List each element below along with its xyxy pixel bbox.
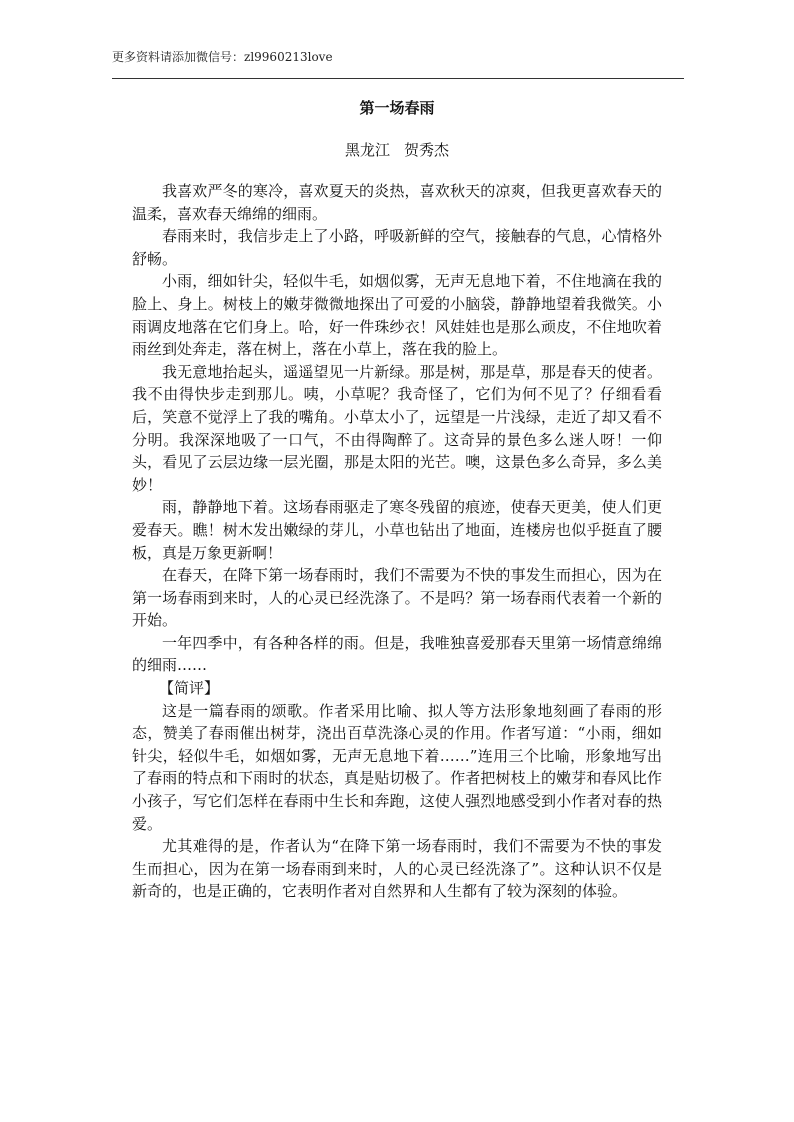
author-region: 黑龙江 [344,141,390,159]
author-name: 贺秀杰 [404,141,450,159]
review-heading: 【简评】 [159,679,220,698]
author-line [0,140,794,160]
article-paragraph-5: 雨，静静地下着。这场春雨驱走了寒冬残留的痕迹，使春天更美，使人们更爱春天。瞧！树木发出嫩绿的芽儿，小草也钻出了地面，连楼房也似乎挺直了腰板，真是万象更新啊！ [132,498,662,562]
article-paragraph-6: 在春天，在降下第一场春雨时，我们不需要为不快的事发生而担心，因为在第一场春雨到来时，人的心灵已经洗涤了。不是吗？第一场春雨代表着一个新的开始。 [132,566,662,630]
article-paragraph-3: 小雨，细如针尖，轻似牛毛，如烟似雾，无声无息地下着，不住地滴在我的脸上、身上。树枝上的嫩芽微微地探出了可爱的小脑袋，静静地望着我微笑。小雨调皮地落在它们身上。哈，好一件珠纱衣！风娃娃也是那么顽皮，不住地吹着雨丝到处奔走，落在树上，落在小草上，落在我的脸上。 [132,272,662,359]
article-paragraph-2: 春雨来时，我信步走上了小路，呼吸新鲜的空气，接触春的气息，心情格外舒畅。 [132,227,662,268]
article-paragraph-4: 我无意地抬起头，遥遥望见一片新绿。那是树，那是草，那是春天的使者。我不由得快步走到那儿。咦，小草呢？我奇怪了，它们为何不见了？仔细看看后，笑意不觉浮上了我的嘴角。小草太小了，远望是一片浅绿，走近了却又看不分明。我深深地吸了一口气，不由得陶醉了。这奇异的景色多么迷人呀！一仰头，看见了云层边缘一层光圈，那是太阳的光芒。噢，这景色多么奇异，多么美妙！ [132,362,662,494]
review-paragraph-1: 这是一篇春雨的颂歌。作者采用比喻、拟人等方法形象地刻画了春雨的形态，赞美了春雨催出树芽，浇出百草洗涤心灵的作用。作者写道：“小雨，细如针尖，轻似牛毛，如烟如雾，无声无息地下着……”连用三个比喻，形象地写出了春雨的特点和下雨时的状态，真是贴切极了。作者把树枝上的嫩芽和春风比作小孩子，写它们怎样在春雨中生长和奔跑，这使人强烈地感受到小作者对春的热爱。 [132,701,662,833]
page-header-note: 更多资料请添加微信号：zl9960213love [112,50,333,64]
article-title: 第一场春雨 [359,99,435,117]
article-paragraph-1: 我喜欢严冬的寒冷，喜欢夏天的炎热，喜欢秋天的凉爽，但我更喜欢春天的温柔，喜欢春天绵绵的细雨。 [132,182,662,223]
header-divider [112,78,684,79]
article-body [132,180,662,903]
article-paragraph-7: 一年四季中，有各种各样的雨。但是，我唯独喜爱那春天里第一场情意绵绵的细雨…… [132,633,662,675]
review-paragraph-2: 尤其难得的是，作者认为“在降下第一场春雨时，我们不需要为不快的事发生而担心，因为在第一场春雨到来时，人的心灵已经洗涤了”。这种认识不仅是新奇的，也是正确的，它表明作者对自然界和人生都有了较为深刻的体验。 [132,837,662,901]
